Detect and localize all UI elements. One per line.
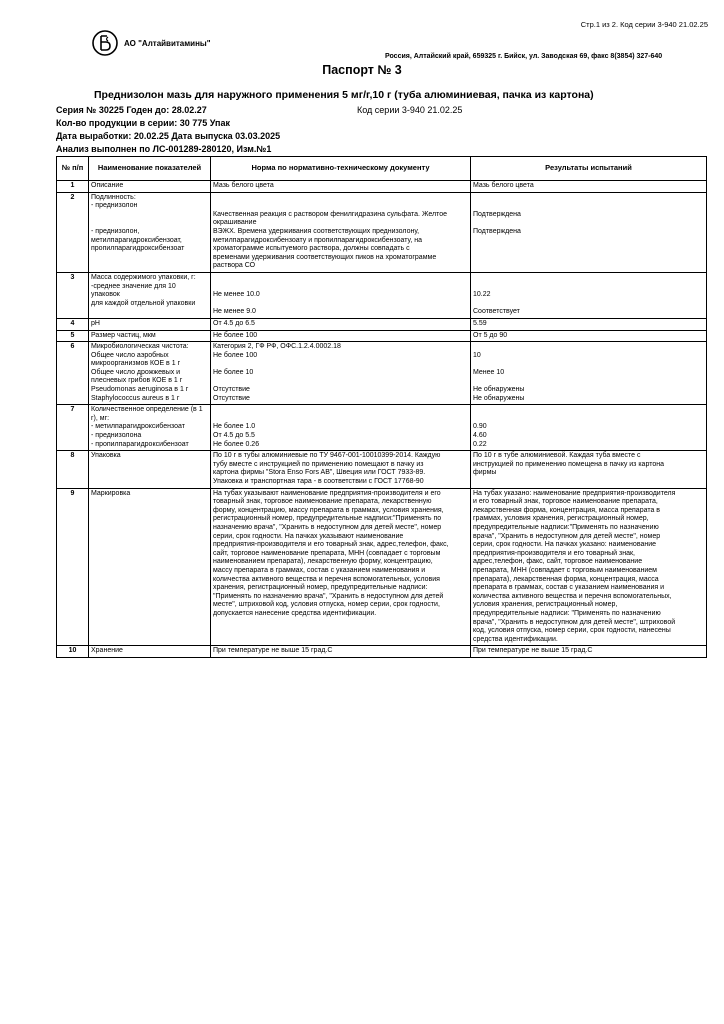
cell-line: По 10 г в тубе алюминиевой. Каждая туба вместе с [473, 452, 641, 460]
row-number: 4 [57, 318, 89, 330]
cell-line: адрес,телефон, факс, сайт, торговое наименование [473, 558, 643, 566]
cell-line: количества активного вещества и перечня вспомогательных, [473, 592, 672, 600]
row-number: 10 [57, 646, 89, 658]
cell-line [213, 360, 468, 369]
norm-cell [211, 342, 471, 405]
cell-line: Общее число дрожжевых и [91, 368, 181, 376]
cell-line: Менее 10 [473, 368, 505, 376]
company-name: АО "Алтайвитамины" [124, 39, 211, 48]
cell-line: Описание [91, 182, 124, 189]
cell-line [213, 300, 468, 309]
cell-line: инструкцией по применению помещена в пачку из картона [473, 460, 664, 468]
cell-line: средства идентификации. [473, 635, 558, 643]
cell-line: Подлинность: [91, 193, 136, 201]
cell-line [473, 377, 704, 386]
cell-line: 10.22 [473, 291, 491, 299]
cell-line: плесневых грибов КОЕ в 1 г [91, 377, 183, 385]
cell-line [473, 194, 704, 203]
cell-line: - преднизолон [91, 202, 138, 210]
cell-line [473, 415, 704, 424]
result-cell [471, 272, 707, 318]
row-number: 8 [57, 451, 89, 488]
cell-line: серии, срок годности. На пачках указано: наименование [473, 541, 657, 549]
cell-line [473, 219, 704, 228]
table-header-row [57, 157, 707, 181]
cell-line: тубу вместе с инструкцией по применению помещают в пачку из [213, 460, 424, 468]
cell-line: 10 [473, 351, 481, 359]
cell-line: товарный знак, торговое наименование препарата, лекарственную [213, 498, 432, 506]
analysis-info: Анализ выполнен по ЛС-001289-280120, Изм.№1 [56, 144, 272, 154]
norm-cell [211, 488, 471, 646]
series-code: Код серии 3-940 21.02.25 [357, 105, 463, 115]
test-results-table [56, 156, 707, 658]
dates-info: Дата выработки: 20.02.25 Дата выпуска 03.03.2025 [56, 131, 281, 141]
norm-cell [211, 318, 471, 330]
cell-line: сайт, торговое наименование препарата, МНН (совпадает с торговым [213, 549, 441, 557]
series-info: Серия № 30225 Годен до: 28.02.27 [56, 105, 207, 115]
row-number: 3 [57, 272, 89, 318]
norm-cell [211, 192, 471, 272]
cell-line: Мазь белого цвета [473, 182, 534, 189]
cell-line: фирмы [473, 469, 497, 477]
indicator-cell [89, 192, 211, 272]
cell-line: 4.60 [473, 432, 487, 440]
cell-line: От 4.5 до 5.5 [213, 432, 255, 440]
table-row [57, 330, 707, 342]
cell-line: картона фирмы "Stora Enso Fors AB", Швеция или ГОСТ 7933-89. [213, 469, 426, 477]
cell-line: При температуре не выше 15 град.С [213, 647, 333, 655]
cell-line: Мазь белого цвета [213, 182, 274, 189]
indicator-cell [89, 451, 211, 488]
cell-line: Общее число аэробных [91, 351, 169, 359]
company-address: Россия, Алтайский край, 659325 г. Бийск, ул. Заводская 69, факс 8(3854) 327-640 [385, 53, 663, 60]
cell-line: -среднее значение для 10 [91, 282, 176, 290]
cell-line: метилпарагидроксибензоату и пропилпарагидроксибензоату, на [213, 236, 422, 244]
cell-line: допускается нанесение средства идентификации. [213, 609, 377, 617]
cell-line [213, 194, 468, 203]
cell-line: временами удерживания соответствующих пиков на хроматограмме [213, 253, 437, 261]
norm-cell [211, 272, 471, 318]
company-logo-icon [92, 30, 118, 56]
cell-line: препарата, МНН (совпадает с торговым наименованием [473, 566, 657, 574]
result-cell [471, 318, 707, 330]
cell-line: Не более 100 [213, 351, 258, 359]
cell-line: При температуре не выше 15 град.С [473, 647, 593, 655]
cell-line [91, 211, 208, 220]
table-row [57, 451, 707, 488]
cell-line: препарата), лекарственная форма, концентрация, масса [473, 575, 659, 583]
cell-line: От 5 до 90 [473, 331, 508, 339]
cell-line: массу препарата в граммах, состав с указанием наименования и [213, 566, 426, 574]
cell-line: наименованием препарата), лекарственную форму, концентрацию, [213, 558, 433, 566]
cell-line: г), мг: [91, 414, 110, 422]
cell-line: и его товарный знак, торговое наименование препарата, [473, 498, 658, 506]
result-cell [471, 646, 707, 658]
column-header-number: № п/п [57, 157, 89, 181]
quantity-info: Кол-во продукции в серии: 30 775 Упак [56, 118, 230, 128]
cell-line [213, 202, 468, 211]
cell-line: Масса содержимого упаковки, г: [91, 273, 196, 281]
cell-line: Размер частиц, мкм [91, 331, 156, 339]
cell-line: пропилпарагидроксибензоат [91, 245, 185, 253]
indicator-cell [89, 405, 211, 451]
cell-line: - преднизолона [91, 432, 142, 440]
column-header-indicator: Наименование показателей [89, 157, 211, 181]
cell-line: Категория 2, ГФ РФ, ОФС.1.2.4.0002.18 [213, 343, 341, 351]
cell-line [473, 283, 704, 292]
cell-line: граммах, условия хранения, регистрационный номер, [473, 515, 649, 523]
column-header-norm: Норма по нормативно-техническому документу [211, 157, 471, 181]
cell-line: Качественная реакция с раствором фенилгидразина сульфата. Желтое [213, 210, 447, 218]
cell-line: ВЭЖХ. Времена удерживания соответствующих преднизолону, [213, 227, 420, 235]
cell-line: препарата в граммах, состав с указанием наименования и [473, 584, 665, 592]
cell-line: Хранение [91, 647, 123, 655]
cell-line: микроорганизмов КОЕ в 1 г [91, 360, 181, 368]
cell-line [473, 360, 704, 369]
cell-line: От 4.5 до 6.5 [213, 319, 255, 327]
cell-line: предприятия-производителя и его товарный знак, [473, 549, 635, 557]
table-row [57, 646, 707, 658]
cell-line: предупредительные надписи: "Применять по назначению [473, 609, 661, 617]
cell-line: для каждой отдельной упаковки [91, 299, 196, 307]
cell-line: метилпарагидроксибензоат, [91, 236, 182, 244]
document-title: Паспорт № 3 [322, 63, 402, 77]
norm-cell [211, 646, 471, 658]
indicator-cell [89, 488, 211, 646]
row-number: 1 [57, 181, 89, 193]
cell-line: врача", "Хранить в недоступном для детей месте", штриховой [473, 618, 676, 626]
result-cell [471, 451, 707, 488]
cell-line: месте", штриховой код, условия отпуска, номер серии, срок годности, [213, 601, 440, 609]
result-cell [471, 405, 707, 451]
cell-line: раствора СО [213, 262, 256, 270]
cell-line: Не обнаружены [473, 394, 525, 402]
cell-line [473, 406, 704, 415]
indicator-cell [89, 330, 211, 342]
table-row [57, 342, 707, 405]
indicator-cell [89, 272, 211, 318]
column-header-result: Результаты испытаний [471, 157, 707, 181]
cell-line: "Применять по назначению врача", "Хранить в недоступном для детей [213, 592, 444, 600]
indicator-cell [89, 318, 211, 330]
cell-line: Не обнаружены [473, 386, 525, 394]
cell-line: 0.90 [473, 423, 487, 431]
cell-line: лекарственная форма, концентрация, масса препарата в [473, 506, 661, 514]
table-row [57, 405, 707, 451]
cell-line: Упаковка и транспортная тара - в соответствии с ГОСТ 17768-90 [213, 478, 424, 485]
table-row [57, 318, 707, 330]
result-cell [471, 488, 707, 646]
cell-line [213, 406, 468, 415]
cell-line [473, 343, 704, 352]
cell-line: Не более 0.26 [213, 440, 260, 448]
cell-line: Маркировка [91, 489, 131, 497]
indicator-cell [89, 342, 211, 405]
result-cell [471, 330, 707, 342]
row-number: 9 [57, 488, 89, 646]
cell-line [213, 283, 468, 292]
cell-line: На тубах указывают наименование предприятия-производителя и его [213, 489, 441, 497]
cell-line: Не более 1.0 [213, 423, 256, 431]
cell-line: серии, срок годности. На пачках указывают наименование [213, 532, 404, 540]
cell-line [473, 274, 704, 283]
cell-line: Не менее 9.0 [213, 308, 256, 316]
table-row [57, 488, 707, 646]
cell-line: предупредительные надписи:"Применять по назначению [473, 523, 659, 531]
cell-line: форму, концентрацию, массу препарата в граммах, условия хранения, [213, 506, 444, 514]
indicator-cell [89, 646, 211, 658]
cell-line: pH [91, 319, 100, 327]
cell-line: По 10 г в тубы алюминиевые по ТУ 9467-001-10010399-2014. Каждую [213, 452, 441, 460]
cell-line: код, условия отпуска, номер серии, срок годности, нанесены [473, 627, 671, 635]
cell-line: На тубах указано: наименование предприятия-производителя [473, 489, 676, 497]
cell-line: - пропилпарагидроксибензоат [91, 440, 189, 448]
table-row [57, 181, 707, 193]
cell-line: Pseudomonas aeruginosa в 1 г [91, 386, 189, 394]
row-number: 7 [57, 405, 89, 451]
norm-cell [211, 181, 471, 193]
cell-line: врача", "Хранить в недоступном для детей месте", номер [473, 532, 661, 540]
cell-line: Отсутствие [213, 394, 250, 402]
cell-line [91, 219, 208, 228]
row-number: 6 [57, 342, 89, 405]
table-body [57, 181, 707, 658]
cell-line: Соответствует [473, 308, 520, 316]
cell-line: хранения, регистрационный номер, предупредительные надписи: [213, 584, 428, 592]
cell-line: Не более 100 [213, 331, 258, 339]
cell-line: предприятия-производителя и его товарный знак, адрес,телефон, факс, [213, 541, 449, 549]
cell-line [213, 274, 468, 283]
cell-line: окрашивание [213, 219, 257, 227]
table-row [57, 272, 707, 318]
result-cell [471, 181, 707, 193]
cell-line: Количественное определение (в 1 [91, 406, 203, 414]
row-number: 2 [57, 192, 89, 272]
cell-line: Не более 10 [213, 368, 254, 376]
cell-line: Не менее 10.0 [213, 291, 260, 299]
result-cell [471, 342, 707, 405]
page-header: Стр.1 из 2. Код серии 3-940 21.02.25 [580, 20, 708, 29]
cell-line: Подтверждена [473, 210, 521, 218]
cell-line: - метилпарагидроксибензоат [91, 423, 185, 431]
cell-line: Упаковка [91, 452, 121, 460]
cell-line: Подтверждена [473, 227, 521, 235]
indicator-cell [89, 181, 211, 193]
cell-line: количества активного вещества и перечня вспомогательных, условия [213, 575, 440, 583]
cell-line: Staphylococcus aureus в 1 г [91, 394, 180, 402]
cell-line: Отсутствие [213, 386, 250, 394]
product-name: Преднизолон мазь для наружного применения 5 мг/г,10 г (туба алюминиевая, пачка из картона) [94, 89, 594, 101]
cell-line [213, 377, 468, 386]
cell-line [473, 202, 704, 211]
result-cell [471, 192, 707, 272]
cell-line: регистрационный номер, предупредительные надписи:"Применять по [213, 515, 442, 523]
cell-line: хроматограмме испытуемого раствора, должны совпадать с [213, 245, 410, 253]
norm-cell [211, 451, 471, 488]
row-number: 5 [57, 330, 89, 342]
cell-line [473, 300, 704, 309]
cell-line: - преднизолон, [91, 227, 140, 235]
cell-line: упаковок [91, 291, 120, 299]
cell-line: условия хранения, регистрационный номер, [473, 601, 618, 609]
cell-line: 0.22 [473, 440, 487, 448]
norm-cell [211, 405, 471, 451]
cell-line: 5.59 [473, 319, 487, 327]
cell-line: Микробиологическая чистота: [91, 343, 189, 351]
table-row [57, 192, 707, 272]
cell-line: назначению врача", "Хранить в недоступном для детей месте", номер [213, 523, 442, 531]
norm-cell [211, 330, 471, 342]
